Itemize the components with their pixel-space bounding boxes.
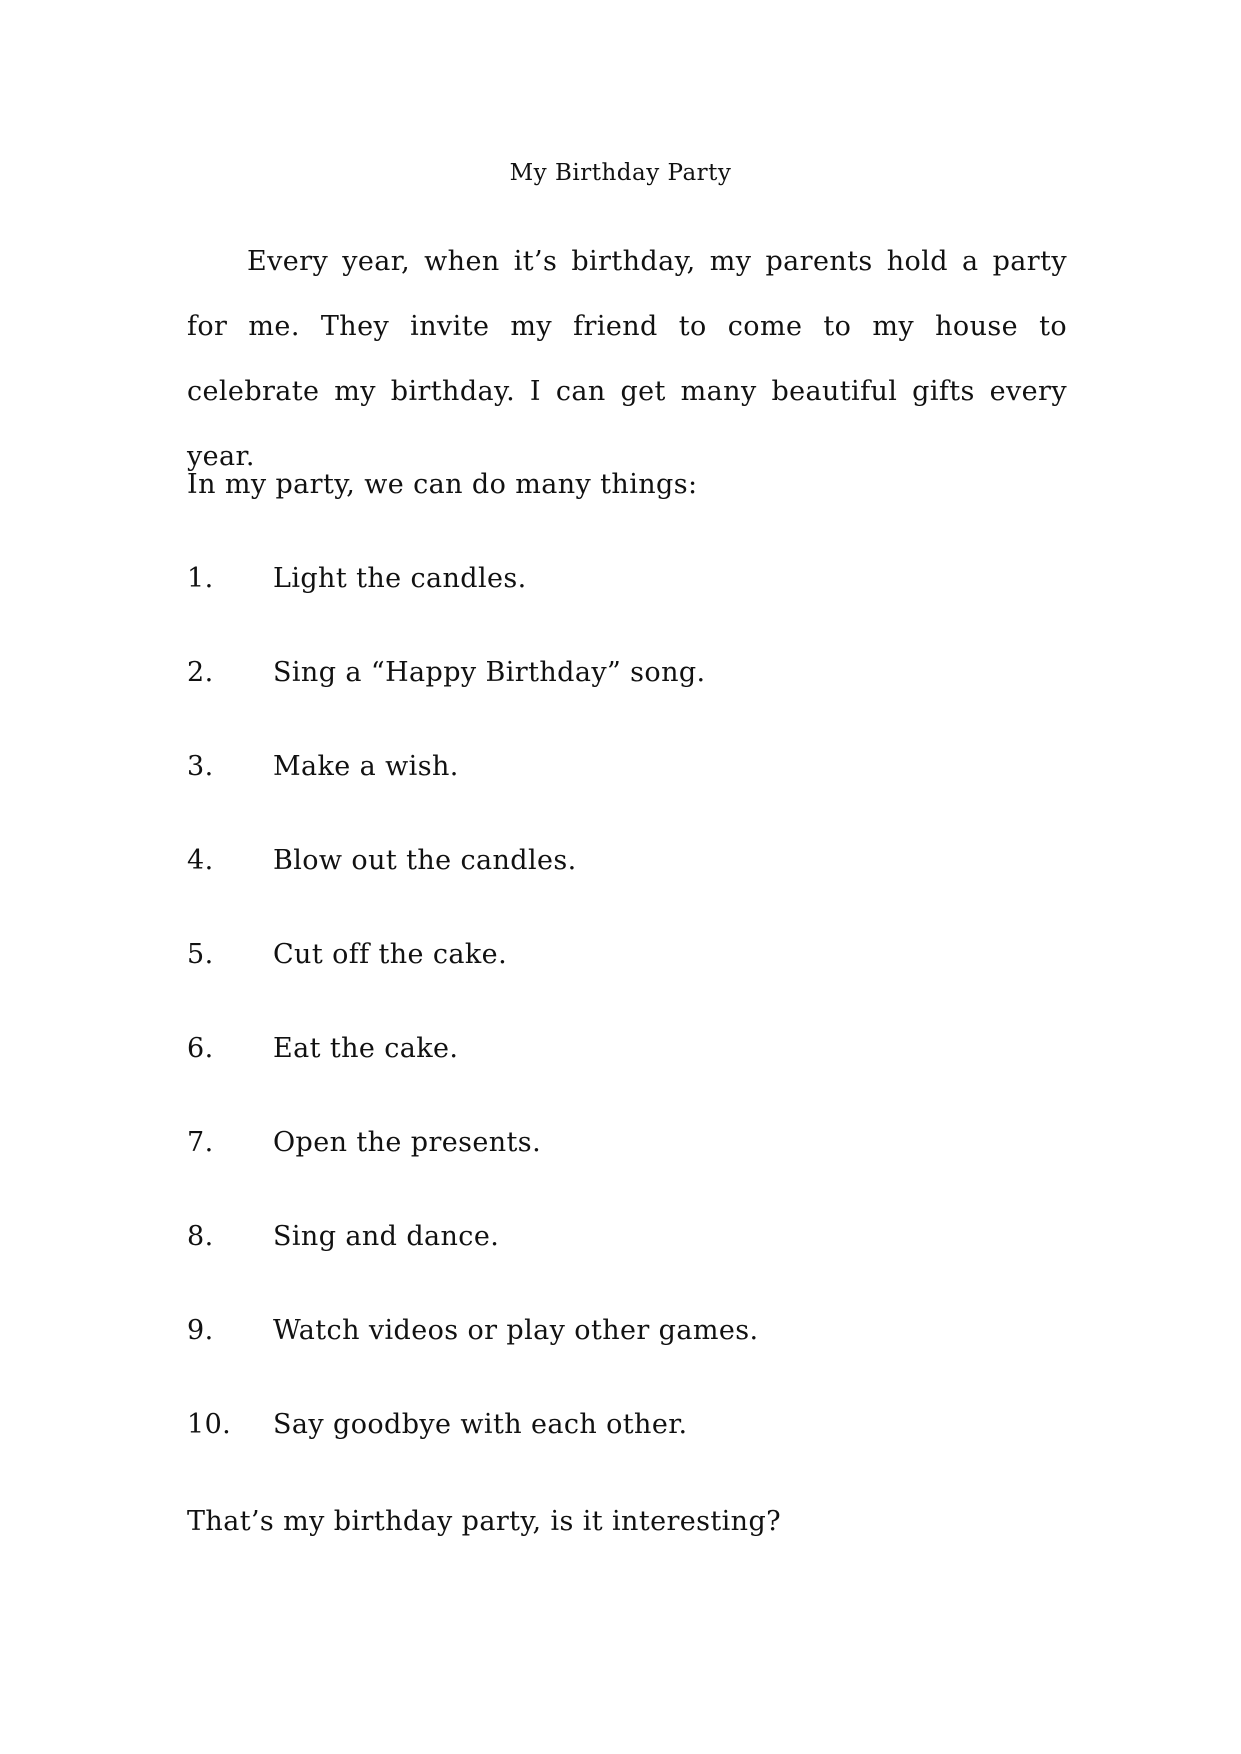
activity-list [187,546,1067,1486]
list-item-number: 10. [187,1409,232,1440]
list-item-number: 6. [187,1033,214,1064]
list-item-number: 9. [187,1315,214,1346]
list-item-text: Sing and dance. [273,1221,500,1252]
intro-paragraph: Every year, when it’s birthday, my parents hold a party for me. They invite my friend to come to my house to celebrate my birthday. I can get many beautiful gifts every year. [187,246,1067,472]
list-item-number: 1. [187,563,214,594]
list-item [187,1016,1067,1110]
list-item-text: Eat the cake. [273,1033,459,1064]
list-item-number: 3. [187,751,214,782]
list-item [187,1110,1067,1204]
list-item [187,1392,1067,1486]
list-item-text: Make a wish. [273,751,459,782]
list-item [187,734,1067,828]
list-item-text: Cut off the cake. [273,939,508,970]
list-item [187,922,1067,1016]
list-item-text: Open the presents. [273,1127,542,1158]
list-item-number: 2. [187,657,214,688]
list-item-text: Light the candles. [273,563,527,594]
list-item-number: 4. [187,845,214,876]
lead-sentence: In my party, we can do many things: [187,469,698,500]
list-item-text: Watch videos or play other games. [273,1315,759,1346]
list-item [187,640,1067,734]
closing-sentence: That’s my birthday party, is it interesting? [187,1506,782,1537]
list-item-number: 5. [187,939,214,970]
list-item [187,828,1067,922]
list-item-text: Sing a “Happy Birthday” song. [273,657,706,688]
list-item-number: 8. [187,1221,214,1252]
list-item [187,546,1067,640]
document-title: My Birthday Party [509,160,732,186]
list-item [187,1298,1067,1392]
list-item [187,1204,1067,1298]
list-item-number: 7. [187,1127,214,1158]
list-item-text: Blow out the candles. [273,845,577,876]
list-item-text: Say goodbye with each other. [273,1409,688,1440]
